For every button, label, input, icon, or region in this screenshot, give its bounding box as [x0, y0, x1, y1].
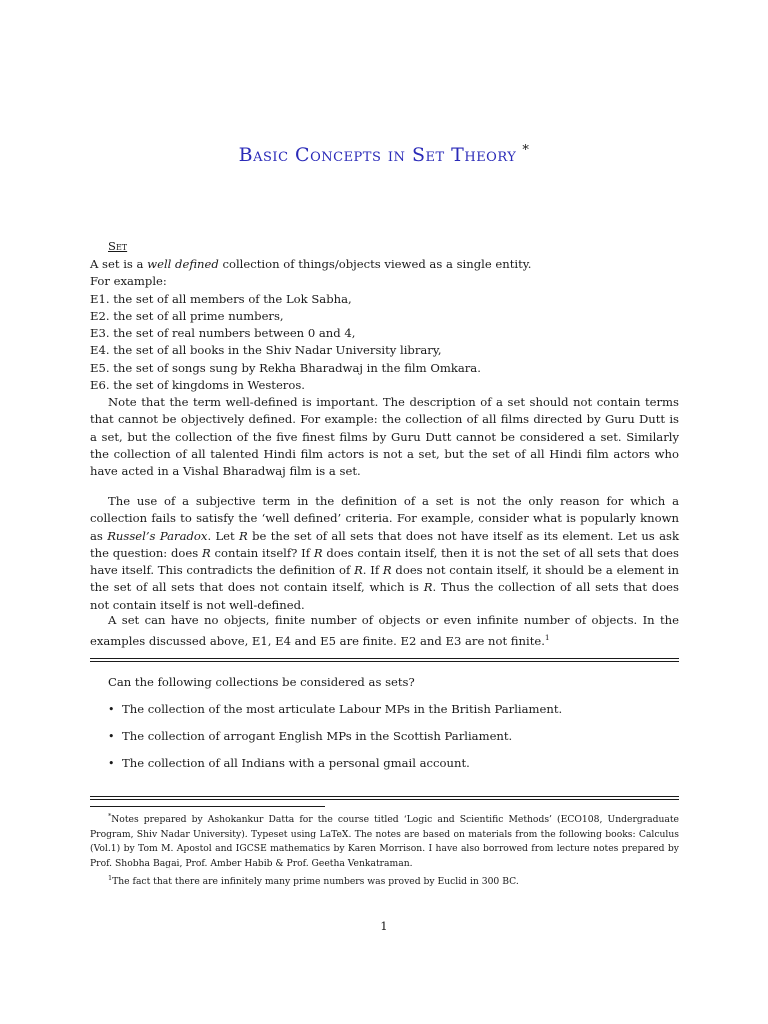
latex-logo: LaTeX	[319, 828, 349, 840]
exercise-item: • The collection of arrogant English MPs in the Scottish Parliament.	[108, 729, 513, 743]
for-example-label: For example:	[90, 274, 167, 289]
exercise-rule-bottom-1	[90, 796, 679, 797]
section-heading-set: Set	[108, 239, 128, 253]
footnote-star: *Notes prepared by Ashokankur Datta for the course titled ‘Logic and Scientific Methods’ (ECO108, Undergraduate Program, Shiv Nadar University). Typeset using LaTeX. The notes are based on materials from the following books: Calculus (Vol.1) by Tom M. Apostol and IGCSE mathematics by Karen Morrison. I have also borrowed from lecture notes prepared by Prof. Shobha Bagai, Prof. Amber Habib & Prof. Geetha Venkatraman.	[90, 812, 679, 869]
paragraph-finite-sets: A set can have no objects, finite number of objects or even infinite number of objects. In the examples discussed above, E1, E4 and E5 are finite. E2 and E3 are not finite.$^1$	[90, 613, 679, 649]
example-item: E6. the set of kingdoms in Westeros.	[90, 378, 305, 393]
paragraph-well-defined: Note that the term well-defined is important. The description of a set should not contain terms that cannot be objectively defined. For example: the collection of all films directed by Guru Dutt is a set, but the collection of the five finest films by Guru Dutt cannot be considered a set. Similarly the collection of all talented Hindi film actors is not a set, but the set of all Hindi film actors who have acted in a Vishal Bharadwaj film is a set.	[90, 395, 679, 479]
example-item: E4. the set of all books in the Shiv Nadar University library,	[90, 343, 442, 358]
exercise-item: • The collection of the most articulate Labour MPs in the British Parliament.	[108, 702, 563, 716]
example-item: E5. the set of songs sung by Rekha Bharadwaj in the film Omkara.	[90, 360, 481, 375]
title-text: Basic Concepts in Set Theory	[238, 144, 517, 166]
example-item: E2. the set of all prime numbers,	[90, 308, 284, 323]
footnote-1: $^1$The fact that there are infinitely many prime numbers was proved by Euclid in 300 BC.	[108, 874, 519, 888]
document-title	[0, 143, 768, 166]
bullet-icon: •	[108, 703, 115, 716]
title-footnote-mark: *	[522, 143, 530, 158]
russels-paradox-emphasis: Russel’s Paradox	[107, 528, 208, 543]
footnote-ref-1: 1	[544, 633, 550, 643]
footnotes	[90, 809, 679, 890]
footnote-separator	[90, 806, 325, 807]
exercise-rule-top-2	[90, 661, 679, 662]
definition-line: A set is a well defined collection of things/objects viewed as a single entity.	[90, 257, 532, 271]
exercise-item: • The collection of all Indians with a personal gmail account.	[108, 756, 470, 770]
bullet-icon: •	[108, 757, 115, 770]
definition-block	[90, 256, 679, 394]
bullet-icon: •	[108, 730, 115, 743]
definition-emphasis: well defined	[147, 257, 219, 271]
paragraph-russels-paradox: The use of a subjective term in the definition of a set is not the only reason for which a collection fails to satisfy the ‘well defined’ criteria. For example, consider what is popularly known as Russel’s Paradox. Let R be the set of all sets that does not have itself as its element. Let us ask the question: does R contain itself? If R does contain itself, then it is not the set of all sets that does have itself. This contradicts the definition of R. If R does not contain itself, it should be a element in the set of all sets that does not contain itself, which is R. Thus the collection of all sets that does not contain itself is not well-defined.	[90, 494, 679, 612]
exercise-rule-top-1	[90, 658, 679, 659]
exercise-rule-bottom-2	[90, 799, 679, 800]
example-item: E1. the set of all members of the Lok Sabha,	[90, 291, 352, 306]
exercise-prompt: Can the following collections be considered as sets?	[108, 675, 415, 689]
example-item: E3. the set of real numbers between 0 and 4,	[90, 326, 356, 341]
page-number: 1	[380, 919, 388, 933]
